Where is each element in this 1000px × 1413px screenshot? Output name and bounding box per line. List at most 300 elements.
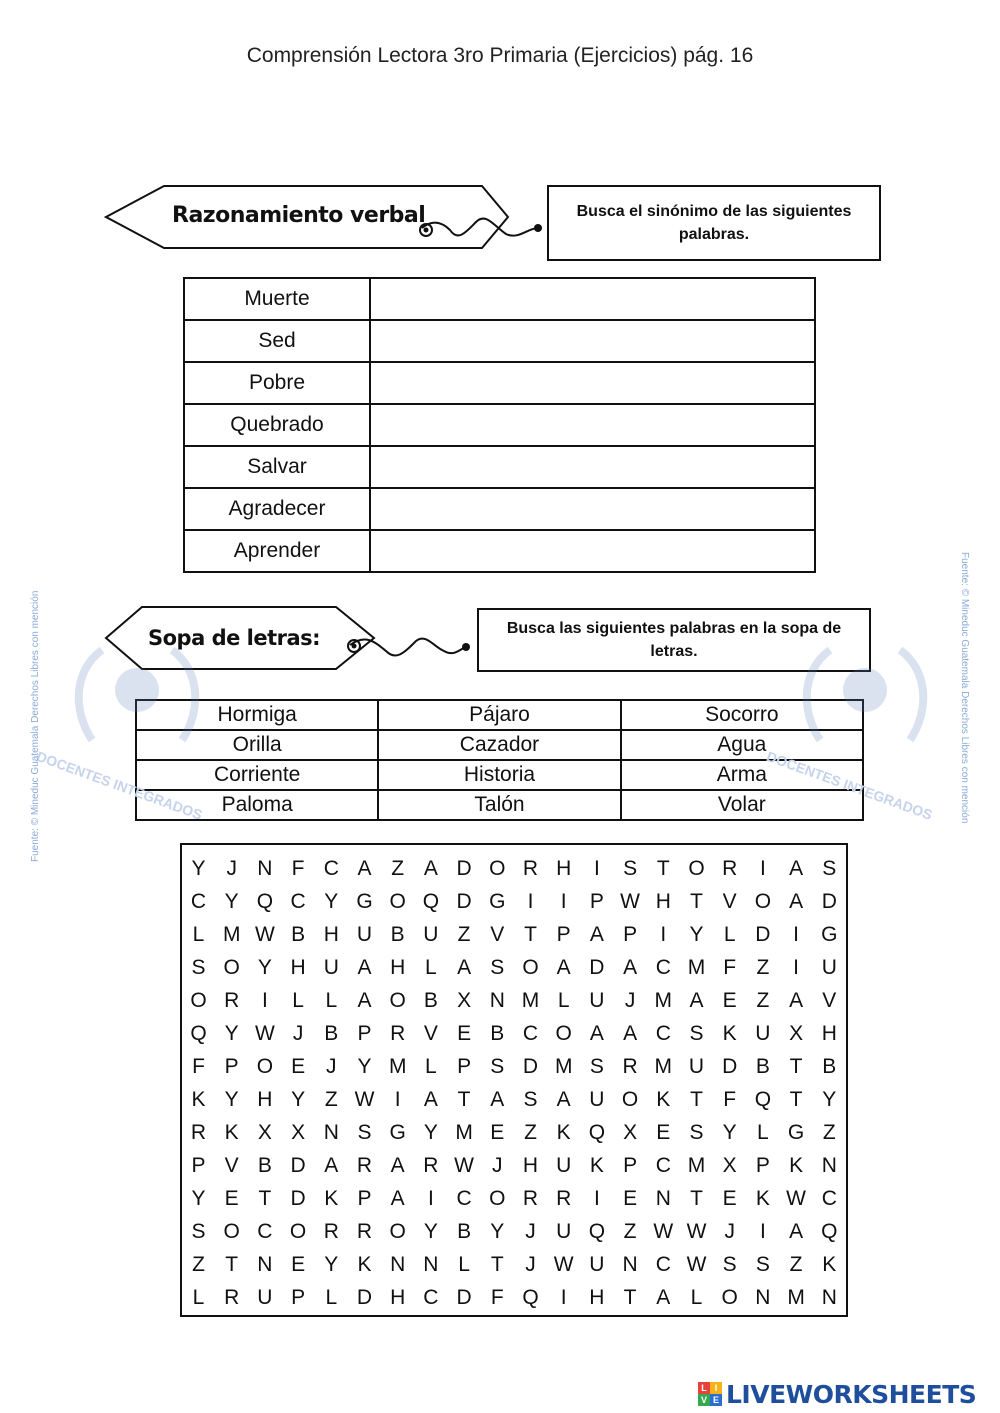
grid-letter[interactable]: I [660,923,667,946]
grid-letter[interactable]: C [655,1022,671,1045]
grid-letter[interactable]: T [690,890,703,913]
grid-letter[interactable]: H [821,1022,837,1045]
grid-letter[interactable]: A [490,1088,505,1111]
grid-letter[interactable]: L [723,923,736,946]
grid-letter[interactable]: J [525,1220,536,1243]
grid-letter[interactable]: O [256,1055,274,1078]
grid-letter[interactable]: O [389,1220,406,1243]
grid-letter[interactable]: L [192,1286,205,1309]
grid-letter[interactable]: A [556,1088,571,1111]
grid-letter[interactable]: S [822,857,837,880]
grid-letter[interactable]: R [622,1055,638,1078]
grid-letter[interactable]: N [655,1187,671,1210]
grid-letter[interactable]: D [356,1286,373,1309]
grid-letter[interactable]: A [423,857,438,880]
grid-letter[interactable]: L [458,1253,470,1276]
grid-letter[interactable]: O [522,956,539,979]
grid-letter[interactable]: I [759,857,766,880]
grid-letter[interactable]: I [560,890,567,913]
grid-letter[interactable]: K [822,1253,837,1276]
grid-letter[interactable]: Z [756,989,770,1012]
grid-letter[interactable]: X [623,1121,638,1144]
grid-letter[interactable]: U [688,1055,705,1078]
grid-letter[interactable]: P [623,923,638,946]
grid-letter[interactable]: O [389,989,406,1012]
grid-row [182,918,846,951]
grid-letter[interactable]: F [723,1088,737,1111]
grid-letter[interactable]: M [787,1286,805,1309]
grid-letter[interactable]: H [390,956,406,979]
grid-letter[interactable]: X [257,1121,272,1144]
grid-letter[interactable]: W [686,1253,707,1276]
grid-letter[interactable]: H [655,890,671,913]
grid-letter[interactable]: S [689,1121,704,1144]
grid-letter[interactable]: A [390,1154,405,1177]
grid-letter[interactable]: U [257,1286,273,1309]
grid-letter[interactable]: C [190,890,207,913]
grid-letter[interactable]: U [556,1154,572,1177]
grid-letter[interactable]: J [492,1154,503,1177]
grid-letter[interactable]: D [589,956,605,979]
grid-letter[interactable]: D [456,890,472,913]
grid-letter[interactable]: E [291,1253,306,1276]
grid-letter[interactable]: L [425,956,437,979]
grid-letter[interactable]: Q [588,1220,606,1243]
grid-letter[interactable]: Q [422,890,440,913]
grid-letter[interactable]: O [688,857,705,880]
grid-letter[interactable]: X [722,1154,737,1177]
grid-letter[interactable]: S [191,1220,206,1243]
grid-letter[interactable]: A [789,890,804,913]
grid-letter[interactable]: I [527,890,534,913]
grid-letter[interactable]: Y [490,1220,505,1243]
grid-letter[interactable]: Y [423,1121,438,1144]
grid-letter[interactable]: T [789,1055,803,1078]
grid-letter[interactable]: S [490,956,505,979]
grid-letter[interactable]: D [722,1055,738,1078]
grid-letter[interactable]: S [490,1055,505,1078]
grid-letter[interactable]: R [423,1154,439,1177]
grid-letter[interactable]: B [257,1154,272,1177]
grid-letter[interactable]: D [522,1055,539,1078]
grid-letter[interactable]: F [723,956,737,979]
grid-letter[interactable]: T [457,1088,471,1111]
grid-letter[interactable]: Y [722,1121,737,1144]
grid-letter[interactable]: I [593,857,600,880]
grid-letter[interactable]: L [557,989,570,1012]
grid-letter[interactable]: T [690,1088,703,1111]
grid-letter[interactable]: W [653,1220,674,1243]
grid-letter[interactable]: C [821,1187,837,1210]
grid-letter[interactable]: I [427,1187,434,1210]
grid-letter[interactable]: S [722,1253,737,1276]
grid-letter[interactable]: E [457,1022,472,1045]
grid-letter[interactable]: U [821,956,837,979]
grid-letter[interactable]: L [425,1055,437,1078]
grid-letter[interactable]: C [522,1022,539,1045]
grid-letter[interactable]: A [589,923,604,946]
synonym-answer-field[interactable] [370,446,815,488]
liveworksheets-brand[interactable] [698,1376,976,1412]
grid-letter[interactable]: Q [256,890,274,913]
grid-letter[interactable]: N [323,1121,339,1144]
grid-letter[interactable]: L [325,1286,338,1309]
grid-letter[interactable]: U [423,923,439,946]
grid-letter[interactable]: B [291,923,306,946]
grid-letter[interactable]: H [290,956,306,979]
synonym-answer-field[interactable] [370,404,815,446]
grid-letter[interactable]: B [490,1022,505,1045]
grid-letter[interactable]: M [222,923,241,946]
grid-letter[interactable]: N [755,1286,771,1309]
grid-letter[interactable]: E [490,1121,505,1144]
grid-letter[interactable]: T [690,1187,703,1210]
grid-letter[interactable]: H [323,923,339,946]
grid-letter[interactable]: D [290,1154,306,1177]
grid-letter[interactable]: D [290,1187,306,1210]
grid-letter[interactable]: X [291,1121,306,1144]
grid-letter[interactable]: L [690,1286,703,1309]
grid-letter[interactable]: U [589,1253,605,1276]
grid-letter[interactable]: B [423,989,438,1012]
grid-letter[interactable]: B [324,1022,339,1045]
grid-letter[interactable]: R [190,1121,207,1144]
grid-letter[interactable]: N [423,1253,439,1276]
grid-letter[interactable]: E [722,1187,737,1210]
grid-letter[interactable]: A [457,956,472,979]
grid-letter[interactable]: W [553,1253,574,1276]
grid-letter[interactable]: E [623,1187,638,1210]
grid-letter[interactable]: J [525,1253,536,1276]
grid-letter[interactable]: Z [391,857,405,880]
synonym-answer-field[interactable] [370,362,815,404]
grid-letter[interactable]: P [457,1055,472,1078]
grid-letter[interactable]: J [326,1055,337,1078]
grid-letter[interactable]: V [722,890,737,913]
grid-letter[interactable]: R [390,1022,406,1045]
watermark-caption: DOCENTES INTEGRADOS [764,748,935,823]
grid-letter[interactable]: A [789,989,804,1012]
grid-letter[interactable]: N [257,857,273,880]
grid-letter[interactable]: U [755,1022,771,1045]
grid-letter[interactable]: E [224,1187,239,1210]
grid-letter[interactable]: W [620,890,640,913]
grid-letter[interactable]: R [224,989,240,1012]
grid-letter[interactable]: R [356,1220,373,1243]
grid-letter[interactable]: C [655,1154,671,1177]
grid-letter[interactable]: F [490,1286,504,1309]
grid-letter[interactable]: G [389,1121,406,1144]
grid-row [182,1281,846,1314]
grid-letter[interactable]: A [357,857,372,880]
grid-letter[interactable]: K [789,1154,804,1177]
grid-letter[interactable]: J [226,857,237,880]
grid-letter[interactable]: O [555,1022,572,1045]
grid-letter[interactable]: C [290,890,306,913]
grid-letter[interactable]: A [789,1220,804,1243]
grid-letter[interactable]: Q [190,1022,207,1045]
grid-letter[interactable]: M [687,956,706,979]
grid-letter[interactable]: H [390,1286,406,1309]
grid-letter[interactable]: J [724,1220,735,1243]
grid-letter[interactable]: K [755,1187,770,1210]
grid-letter[interactable]: A [423,1088,438,1111]
grid-letter[interactable]: M [455,1121,473,1144]
grid-letter[interactable]: W [786,1187,806,1210]
grid-letter[interactable]: Z [756,956,770,979]
grid-letter[interactable]: T [225,1253,239,1276]
grid-letter[interactable]: L [292,989,304,1012]
grid-letter[interactable]: M [687,1154,706,1177]
grid-letter[interactable]: Y [257,956,272,979]
grid-letter[interactable]: P [291,1286,306,1309]
grid-letter[interactable]: I [793,923,800,946]
grid-letter[interactable]: Y [357,1055,372,1078]
grid-letter[interactable]: Q [754,1088,772,1111]
grid-letter[interactable]: O [721,1286,738,1309]
grid-letter[interactable]: S [357,1121,372,1144]
grid-letter[interactable]: Z [324,1088,338,1111]
grid-letter[interactable]: X [457,989,472,1012]
grid-letter[interactable]: K [722,1022,737,1045]
grid-letter[interactable]: Y [224,890,239,913]
grid-letter[interactable]: V [224,1154,239,1177]
grid-letter[interactable]: R [722,857,738,880]
grid-letter[interactable]: P [556,923,571,946]
grid-letter[interactable]: I [261,989,268,1012]
grid-letter[interactable]: M [554,1055,573,1078]
grid-letter[interactable]: N [257,1253,273,1276]
grid-letter[interactable]: O [289,1220,307,1243]
grid-letter[interactable]: K [357,1253,372,1276]
grid-letter[interactable]: K [556,1121,571,1144]
grid-letter[interactable]: N [821,1286,837,1309]
grid-letter[interactable]: C [655,956,671,979]
grid-letter[interactable]: A [556,956,571,979]
grid-letter[interactable]: G [821,923,838,946]
grid-letter[interactable]: F [291,857,305,880]
grid-letter[interactable]: W [254,1022,275,1045]
grid-letter[interactable]: V [423,1022,438,1045]
grid-letter[interactable]: T [623,1286,637,1309]
grid-letter[interactable]: B [390,923,405,946]
grid-letter[interactable]: P [224,1055,239,1078]
grid-letter[interactable]: E [722,989,737,1012]
grid-letter[interactable]: O [389,890,406,913]
grid-letter[interactable]: A [623,1022,638,1045]
grid-letter[interactable]: B [755,1055,770,1078]
grid-letter[interactable]: R [356,1154,373,1177]
grid-letter[interactable]: T [524,923,537,946]
watermark-laurel-right [790,630,940,780]
grid-letter[interactable]: Q [588,1121,606,1144]
grid-letter[interactable]: J [292,1022,304,1045]
grid-letter[interactable]: Y [822,1088,837,1111]
grid-letter[interactable]: B [822,1055,837,1078]
grid-letter[interactable]: M [654,1055,673,1078]
grid-letter[interactable]: A [324,1154,339,1177]
grid-letter[interactable]: O [489,1187,506,1210]
grid-letter[interactable]: T [258,1187,272,1210]
grid-letter[interactable]: A [689,989,704,1012]
grid-letter[interactable]: I [394,1088,401,1111]
side-credit-left: Fuente: © Mineduc Guatemala Derechos Libres con mención [30,590,41,862]
grid-letter[interactable]: Y [324,1253,339,1276]
grid-letter[interactable]: S [191,956,206,979]
grid-letter[interactable]: Y [224,1022,239,1045]
grid-letter[interactable]: K [224,1121,239,1144]
grid-letter[interactable]: N [489,989,505,1012]
grid-letter[interactable]: D [456,857,472,880]
grid-letter[interactable]: O [489,857,506,880]
grid-letter[interactable]: K [656,1088,671,1111]
grid-letter[interactable]: I [793,956,800,979]
grid-letter[interactable]: O [621,1088,639,1111]
grid-letter[interactable]: K [589,1154,604,1177]
grid-letter[interactable]: A [789,857,804,880]
grid-letter[interactable]: Z [623,1220,637,1243]
grid-letter[interactable]: P [623,1154,638,1177]
grid-letter[interactable]: Q [821,1220,838,1243]
grid-letter[interactable]: F [192,1055,205,1078]
grid-letter[interactable]: E [656,1121,671,1144]
grid-letter[interactable]: L [325,989,338,1012]
grid-letter[interactable]: Z [789,1253,803,1276]
grid-letter[interactable]: B [457,1220,472,1243]
grid-letter[interactable]: P [589,890,604,913]
grid-letter[interactable]: Y [191,857,206,880]
grid-letter[interactable]: A [390,1187,405,1210]
grid-letter[interactable]: N [821,1154,837,1177]
grid-letter[interactable]: N [622,1253,638,1276]
grid-letter[interactable]: D [755,923,771,946]
synonym-answer-field[interactable] [370,488,815,530]
grid-letter[interactable]: S [623,857,638,880]
grid-letter[interactable]: O [223,956,240,979]
grid-letter[interactable]: M [521,989,540,1012]
grid-letter[interactable]: P [357,1022,372,1045]
grid-letter[interactable]: Y [191,1187,206,1210]
grid-letter[interactable]: U [356,923,373,946]
grid-letter[interactable]: Z [822,1121,836,1144]
grid-letter[interactable]: Y [224,1088,239,1111]
grid-letter[interactable]: U [589,989,605,1012]
grid-letter[interactable]: V [490,923,505,946]
grid-letter[interactable]: J [624,989,636,1012]
grid-letter[interactable]: W [454,1154,474,1177]
grid-letter[interactable]: O [754,890,772,913]
grid-letter[interactable]: K [324,1187,339,1210]
grid-letter[interactable]: Q [522,1286,539,1309]
grid-letter[interactable]: L [757,1121,769,1144]
grid-letter[interactable]: K [191,1088,206,1111]
grid-row [182,1248,846,1281]
grid-letter[interactable]: A [589,1022,604,1045]
grid-letter[interactable]: T [656,857,670,880]
grid-letter[interactable]: N [390,1253,406,1276]
grid-letter[interactable]: G [489,890,506,913]
grid-letter[interactable]: G [787,1121,805,1144]
word-list-item: Socorro [621,700,863,730]
grid-letter[interactable]: U [589,1088,605,1111]
synonym-answer-field[interactable] [370,278,815,320]
word-list-item: Volar [621,790,863,820]
grid-letter[interactable]: T [789,1088,803,1111]
grid-letter[interactable]: H [257,1088,273,1111]
grid-letter[interactable]: Y [689,923,704,946]
grid-letter[interactable]: P [357,1187,372,1210]
grid-letter[interactable]: R [556,1187,572,1210]
grid-letter[interactable]: H [522,1154,539,1177]
grid-letter[interactable]: Y [324,890,339,913]
grid-letter[interactable]: I [593,1187,600,1210]
synonym-answer-field[interactable] [370,530,815,572]
grid-letter[interactable]: C [323,857,339,880]
grid-letter[interactable]: O [190,989,207,1012]
grid-letter[interactable]: Y [291,1088,306,1111]
grid-letter[interactable]: R [522,857,539,880]
grid-letter[interactable]: A [656,1286,671,1309]
grid-letter[interactable]: M [654,989,673,1012]
grid-letter[interactable]: S [523,1088,538,1111]
grid-letter[interactable]: U [323,956,339,979]
grid-letter[interactable]: C [456,1187,472,1210]
grid-letter[interactable]: M [388,1055,407,1078]
grid-letter[interactable]: R [522,1187,539,1210]
grid-letter[interactable]: A [623,956,638,979]
grid-letter[interactable]: W [686,1220,707,1243]
grid-letter[interactable]: A [357,989,372,1012]
grid-letter[interactable]: Z [524,1121,537,1144]
grid-letter[interactable]: Z [192,1253,205,1276]
grid-row [182,1149,846,1182]
grid-letter[interactable]: X [789,1022,804,1045]
grid-letter[interactable]: C [655,1253,671,1276]
synonym-answer-field[interactable] [370,320,815,362]
grid-letter[interactable]: I [560,1286,567,1309]
grid-letter[interactable]: S [589,1055,604,1078]
grid-letter[interactable]: G [356,890,373,913]
word-search-grid[interactable] [180,843,848,1317]
grid-letter[interactable]: Z [457,923,471,946]
grid-letter[interactable]: R [224,1286,240,1309]
grid-letter[interactable]: I [759,1220,766,1243]
grid-letter[interactable]: S [755,1253,770,1276]
grid-letter[interactable]: D [821,890,837,913]
liveworksheets-logo-icon [698,1382,722,1406]
grid-letter[interactable]: W [254,923,275,946]
grid-letter[interactable]: H [556,857,572,880]
grid-letter[interactable]: A [357,956,372,979]
grid-letter[interactable]: C [423,1286,439,1309]
grid-letter[interactable]: D [456,1286,472,1309]
grid-letter[interactable]: P [191,1154,206,1177]
grid-letter[interactable]: V [822,989,837,1012]
grid-letter[interactable]: S [689,1022,704,1045]
grid-letter[interactable]: T [490,1253,504,1276]
grid-letter[interactable]: W [354,1088,375,1111]
grid-letter[interactable]: E [291,1055,306,1078]
grid-letter[interactable]: C [257,1220,273,1243]
grid-letter[interactable]: P [755,1154,770,1177]
grid-letter[interactable]: U [556,1220,572,1243]
side-credit-right: Fuente: © Mineduc Guatemala Derechos Libres con mención [959,552,970,824]
grid-letter[interactable]: R [323,1220,339,1243]
grid-letter[interactable]: Y [423,1220,438,1243]
grid-letter[interactable]: H [589,1286,605,1309]
grid-letter[interactable]: L [192,923,205,946]
grid-letter[interactable]: O [223,1220,240,1243]
